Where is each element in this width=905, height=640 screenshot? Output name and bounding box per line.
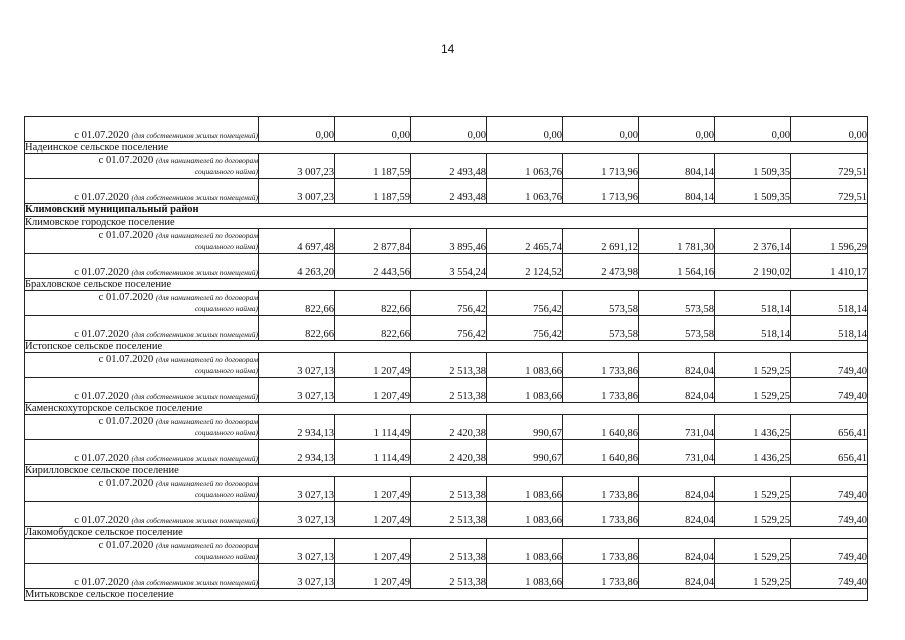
value-cell: 3 007,23 (259, 179, 335, 204)
row-label-owner (25, 316, 259, 341)
label-note: (для собственников жилых помещений) (131, 330, 258, 339)
value-cell: 1 733,86 (563, 564, 639, 589)
value-cell: 1 083,66 (487, 353, 563, 378)
value-cell: 822,66 (335, 291, 411, 316)
label-note: (для нанимателей по договорам (155, 156, 258, 165)
settlement-heading: Надеинское сельское поселение (25, 142, 868, 154)
value-cell: 518,14 (715, 316, 791, 341)
label-note: (для нанимателей по договорам (155, 231, 258, 240)
value-cell: 1 733,86 (563, 502, 639, 527)
value-cell: 1 529,25 (715, 353, 791, 378)
value-cell: 573,58 (639, 291, 715, 316)
label-note-2: социального найма) (194, 428, 258, 437)
value-cell: 1 733,86 (563, 477, 639, 502)
label-note: (для нанимателей по договорам (155, 355, 258, 364)
value-cell: 1 083,66 (487, 502, 563, 527)
district-heading: Климовский муниципальный район (25, 204, 868, 217)
value-cell: 1 207,49 (335, 502, 411, 527)
settlement-heading: Климовское городское поселение (25, 217, 868, 229)
table-row (25, 117, 868, 142)
value-cell: 749,40 (791, 353, 868, 378)
label-line-1 (25, 478, 258, 489)
value-cell: 2 877,84 (335, 229, 411, 254)
value-cell: 756,42 (487, 291, 563, 316)
value-cell: 1 207,49 (335, 564, 411, 589)
value-cell: 573,58 (563, 291, 639, 316)
value-cell: 990,67 (487, 440, 563, 465)
label-note: (для собственников жилых помещений) (131, 268, 258, 277)
value-cell: 1 207,49 (335, 353, 411, 378)
value-cell: 1 187,59 (335, 154, 411, 179)
value-cell: 749,40 (791, 502, 868, 527)
row-label-tenant (25, 353, 259, 378)
value-cell: 731,04 (639, 415, 715, 440)
value-cell: 824,04 (639, 378, 715, 403)
value-cell: 824,04 (639, 502, 715, 527)
value-cell: 4 263,20 (259, 254, 335, 279)
value-cell: 749,40 (791, 564, 868, 589)
label-note: (для собственников жилых помещений) (131, 193, 258, 202)
value-cell: 518,14 (791, 316, 868, 341)
label-date: с 01.07.2020 (98, 478, 154, 489)
label-date: с 01.07.2020 (74, 329, 129, 340)
value-cell: 0,00 (563, 117, 639, 142)
settlement-heading: Истопское сельское поселение (25, 341, 868, 353)
label-date: с 01.07.2020 (98, 354, 154, 365)
table-row (25, 179, 868, 204)
value-cell: 1 083,66 (487, 539, 563, 564)
label-note: (для нанимателей по договорам (155, 293, 258, 302)
value-cell: 824,04 (639, 539, 715, 564)
row-label-tenant (25, 229, 259, 254)
settlement-heading: Каменскохуторское сельское поселение (25, 403, 868, 415)
table-row (25, 564, 868, 589)
settlement-heading: Лакомобудское сельское поселение (25, 527, 868, 539)
value-cell: 2 420,38 (411, 415, 487, 440)
settlement-heading: Митьковское сельское поселение (25, 589, 868, 601)
value-cell: 1 063,76 (487, 154, 563, 179)
value-cell: 3 027,13 (259, 353, 335, 378)
table-row (25, 589, 868, 601)
value-cell: 2 124,52 (487, 254, 563, 279)
value-cell: 2 190,02 (715, 254, 791, 279)
label-date: с 01.07.2020 (74, 192, 129, 203)
value-cell: 1 207,49 (335, 378, 411, 403)
label-note: (для собственников жилых помещений) (131, 578, 258, 587)
value-cell: 1 509,35 (715, 179, 791, 204)
value-cell: 2 513,38 (411, 564, 487, 589)
value-cell: 1 529,25 (715, 477, 791, 502)
value-cell: 3 027,13 (259, 502, 335, 527)
table-row (25, 229, 868, 254)
value-cell: 1 529,25 (715, 539, 791, 564)
label-note-2: социального найма) (194, 304, 258, 313)
value-cell: 3 027,13 (259, 539, 335, 564)
label-note: (для собственников жилых помещений) (131, 454, 258, 463)
table-row (25, 539, 868, 564)
value-cell: 3 007,23 (259, 154, 335, 179)
value-cell: 2 493,48 (411, 179, 487, 204)
table-row (25, 403, 868, 415)
value-cell: 656,41 (791, 415, 868, 440)
value-cell: 824,04 (639, 564, 715, 589)
value-cell: 2 493,48 (411, 154, 487, 179)
row-label-tenant (25, 539, 259, 564)
table-row (25, 254, 868, 279)
row-label-tenant (25, 477, 259, 502)
value-cell: 822,66 (259, 316, 335, 341)
tariff-table-body (25, 117, 868, 601)
label-date: с 01.07.2020 (98, 155, 154, 166)
label-date: с 01.07.2020 (98, 540, 154, 551)
value-cell: 1 063,76 (487, 179, 563, 204)
value-cell: 2 513,38 (411, 502, 487, 527)
value-cell: 2 420,38 (411, 440, 487, 465)
value-cell: 1 410,17 (791, 254, 868, 279)
label-line-1 (25, 416, 258, 427)
label-date: с 01.07.2020 (74, 391, 129, 402)
value-cell: 2 376,14 (715, 229, 791, 254)
value-cell: 1 713,96 (563, 179, 639, 204)
label-date: с 01.07.2020 (98, 292, 154, 303)
table-row (25, 204, 868, 217)
label-date: с 01.07.2020 (74, 453, 129, 464)
value-cell: 990,67 (487, 415, 563, 440)
table-row (25, 465, 868, 477)
table-row (25, 341, 868, 353)
value-cell: 573,58 (563, 316, 639, 341)
value-cell: 3 027,13 (259, 564, 335, 589)
value-cell: 1 083,66 (487, 477, 563, 502)
table-row (25, 378, 868, 403)
value-cell: 749,40 (791, 378, 868, 403)
value-cell: 824,04 (639, 477, 715, 502)
settlement-heading: Кирилловское сельское поселение (25, 465, 868, 477)
label-note-2: социального найма) (194, 242, 258, 251)
value-cell: 3 554,24 (411, 254, 487, 279)
value-cell: 0,00 (259, 117, 335, 142)
value-cell: 1 529,25 (715, 564, 791, 589)
table-row (25, 527, 868, 539)
value-cell: 1 207,49 (335, 539, 411, 564)
value-cell: 1 207,49 (335, 477, 411, 502)
value-cell: 1 529,25 (715, 378, 791, 403)
value-cell: 749,40 (791, 477, 868, 502)
value-cell: 749,40 (791, 539, 868, 564)
value-cell: 518,14 (715, 291, 791, 316)
label-note: (для нанимателей по договорам (155, 541, 258, 550)
label-date: с 01.07.2020 (74, 130, 129, 141)
value-cell: 1 640,86 (563, 415, 639, 440)
value-cell: 1 083,66 (487, 378, 563, 403)
table-row (25, 142, 868, 154)
table-row (25, 440, 868, 465)
value-cell: 3 895,46 (411, 229, 487, 254)
value-cell: 2 513,38 (411, 353, 487, 378)
value-cell: 804,14 (639, 154, 715, 179)
value-cell: 656,41 (791, 440, 868, 465)
value-cell: 824,04 (639, 353, 715, 378)
table-row (25, 477, 868, 502)
value-cell: 2 513,38 (411, 477, 487, 502)
value-cell: 756,42 (411, 316, 487, 341)
value-cell: 1 733,86 (563, 353, 639, 378)
value-cell: 0,00 (791, 117, 868, 142)
value-cell: 2 513,38 (411, 539, 487, 564)
label-date: с 01.07.2020 (74, 515, 129, 526)
value-cell: 1 187,59 (335, 179, 411, 204)
table-row (25, 279, 868, 291)
value-cell: 0,00 (715, 117, 791, 142)
label-note-2: социального найма) (194, 167, 258, 176)
value-cell: 1 781,30 (639, 229, 715, 254)
table-row (25, 502, 868, 527)
row-label-tenant (25, 415, 259, 440)
value-cell: 2 934,13 (259, 415, 335, 440)
row-label-owner (25, 254, 259, 279)
value-cell: 1 436,25 (715, 440, 791, 465)
label-line-1 (25, 292, 258, 303)
value-cell: 756,42 (487, 316, 563, 341)
value-cell: 573,58 (639, 316, 715, 341)
row-label-tenant (25, 154, 259, 179)
table-row (25, 353, 868, 378)
value-cell: 729,51 (791, 154, 868, 179)
value-cell: 518,14 (791, 291, 868, 316)
value-cell: 822,66 (259, 291, 335, 316)
row-label-owner (25, 564, 259, 589)
label-note: (для собственников жилых помещений) (131, 131, 258, 140)
value-cell: 1 114,49 (335, 415, 411, 440)
label-note: (для собственников жилых помещений) (131, 516, 258, 525)
row-label-owner (25, 179, 259, 204)
label-note: (для собственников жилых помещений) (131, 392, 258, 401)
value-cell: 0,00 (487, 117, 563, 142)
table-row (25, 154, 868, 179)
row-label-tenant (25, 291, 259, 316)
label-date: с 01.07.2020 (98, 230, 154, 241)
label-line-1 (25, 155, 258, 166)
label-note: (для нанимателей по договорам (155, 417, 258, 426)
row-label-owner (25, 378, 259, 403)
value-cell: 1 529,25 (715, 502, 791, 527)
value-cell: 2 691,12 (563, 229, 639, 254)
value-cell: 3 027,13 (259, 477, 335, 502)
value-cell: 822,66 (335, 316, 411, 341)
value-cell: 1 509,35 (715, 154, 791, 179)
value-cell: 1 713,96 (563, 154, 639, 179)
value-cell: 0,00 (639, 117, 715, 142)
value-cell: 1 083,66 (487, 564, 563, 589)
value-cell: 4 697,48 (259, 229, 335, 254)
value-cell: 2 473,98 (563, 254, 639, 279)
label-date: с 01.07.2020 (74, 267, 129, 278)
row-label-owner (25, 440, 259, 465)
value-cell: 731,04 (639, 440, 715, 465)
value-cell: 1 596,29 (791, 229, 868, 254)
table-row (25, 217, 868, 229)
label-line-1 (25, 354, 258, 365)
label-line-1 (25, 230, 258, 241)
table-row (25, 415, 868, 440)
value-cell: 2 934,13 (259, 440, 335, 465)
label-note: (для нанимателей по договорам (155, 479, 258, 488)
value-cell: 3 027,13 (259, 378, 335, 403)
label-note-2: социального найма) (194, 490, 258, 499)
value-cell: 729,51 (791, 179, 868, 204)
value-cell: 1 114,49 (335, 440, 411, 465)
value-cell: 1 733,86 (563, 378, 639, 403)
tariff-table (24, 116, 868, 601)
value-cell: 1 564,16 (639, 254, 715, 279)
value-cell: 1 436,25 (715, 415, 791, 440)
value-cell: 0,00 (411, 117, 487, 142)
value-cell: 1 733,86 (563, 539, 639, 564)
value-cell: 2 465,74 (487, 229, 563, 254)
settlement-heading: Брахловское сельское поселение (25, 279, 868, 291)
label-note-2: социального найма) (194, 552, 258, 561)
table-row (25, 316, 868, 341)
value-cell: 2 443,56 (335, 254, 411, 279)
row-label-owner (25, 117, 259, 142)
label-line-1 (25, 540, 258, 551)
page-number: 14 (441, 42, 455, 56)
value-cell: 756,42 (411, 291, 487, 316)
value-cell: 804,14 (639, 179, 715, 204)
table-row (25, 291, 868, 316)
value-cell: 0,00 (335, 117, 411, 142)
label-date: с 01.07.2020 (98, 416, 154, 427)
label-note-2: социального найма) (194, 366, 258, 375)
value-cell: 2 513,38 (411, 378, 487, 403)
value-cell: 1 640,86 (563, 440, 639, 465)
row-label-owner (25, 502, 259, 527)
label-date: с 01.07.2020 (74, 577, 129, 588)
